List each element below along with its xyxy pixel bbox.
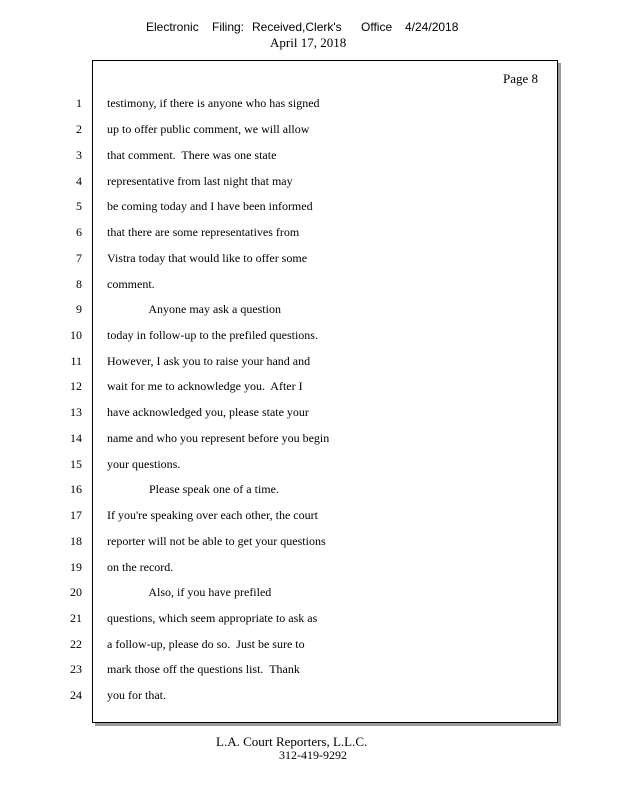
line-number: 13 [70, 405, 82, 419]
transcript-line: name and who you represent before you begin [107, 431, 330, 445]
transcript-line: If you're speaking over each other, the court [107, 508, 318, 522]
transcript-line: a follow-up, please do so. Just be sure to [107, 637, 305, 651]
stamp-received: Received,Clerk's [252, 20, 342, 34]
stamp-filed-date: 4/24/2018 [405, 20, 459, 34]
line-number: 15 [70, 457, 82, 471]
line-number: 11 [70, 354, 82, 368]
transcript-line: that there are some representatives from [107, 225, 300, 239]
line-number: 2 [76, 122, 82, 136]
line-number: 14 [70, 431, 82, 445]
line-number: 6 [76, 225, 82, 239]
line-number: 23 [70, 662, 82, 676]
transcript-line: up to offer public comment, we will allow [107, 122, 310, 136]
transcript-line: questions, which seem appropriate to ask as [107, 611, 318, 625]
line-number: 5 [76, 199, 82, 213]
transcript-date: April 17, 2018 [270, 35, 347, 50]
transcript-line: you for that. [107, 688, 166, 702]
stamp-electronic: Electronic [146, 20, 199, 34]
page-number: Page 8 [503, 71, 539, 86]
transcript-line: Anyone may ask a question [107, 302, 281, 316]
line-number: 9 [76, 302, 82, 316]
line-number: 24 [70, 688, 82, 702]
transcript-line: wait for me to acknowledge you. After I [107, 379, 303, 393]
line-number: 16 [70, 482, 82, 496]
stamp-filing: Filing: [212, 20, 245, 34]
line-number: 1 [76, 96, 82, 110]
line-number: 22 [70, 637, 82, 651]
court-reporter-phone: 312-419-9292 [279, 748, 347, 762]
transcript-line: Vistra today that would like to offer some [107, 251, 308, 265]
transcript-line: representative from last night that may [107, 174, 293, 188]
line-number: 18 [70, 534, 82, 548]
stamp-office: Office [361, 20, 393, 34]
line-number: 17 [70, 508, 82, 522]
transcript-line: mark those off the questions list. Thank [107, 662, 300, 676]
transcript-line: Also, if you have prefiled [107, 585, 272, 599]
line-number: 21 [70, 611, 82, 625]
transcript-line: reporter will not be able to get your questions [107, 534, 326, 548]
line-number: 20 [70, 585, 82, 599]
line-number: 8 [76, 277, 82, 291]
transcript-line: that comment. There was one state [107, 148, 277, 162]
transcript-line: comment. [107, 277, 155, 291]
transcript-line: testimony, if there is anyone who has signed [107, 96, 320, 110]
transcript-line: your questions. [107, 457, 181, 471]
transcript-line: Please speak one of a time. [107, 482, 279, 496]
transcript-line: However, I ask you to raise your hand and [107, 354, 311, 368]
court-reporter-company: L.A. Court Reporters, L.L.C. [216, 734, 368, 749]
transcript-line: on the record. [107, 560, 174, 574]
line-number: 19 [70, 560, 82, 574]
line-number: 4 [76, 174, 82, 188]
line-number: 10 [70, 328, 82, 342]
line-number: 3 [76, 148, 82, 162]
line-number: 12 [70, 379, 82, 393]
transcript-line: be coming today and I have been informed [107, 199, 313, 213]
transcript-line: have acknowledged you, please state your [107, 405, 309, 419]
transcript-line: today in follow-up to the prefiled questions. [107, 328, 318, 342]
line-number: 7 [76, 251, 82, 265]
